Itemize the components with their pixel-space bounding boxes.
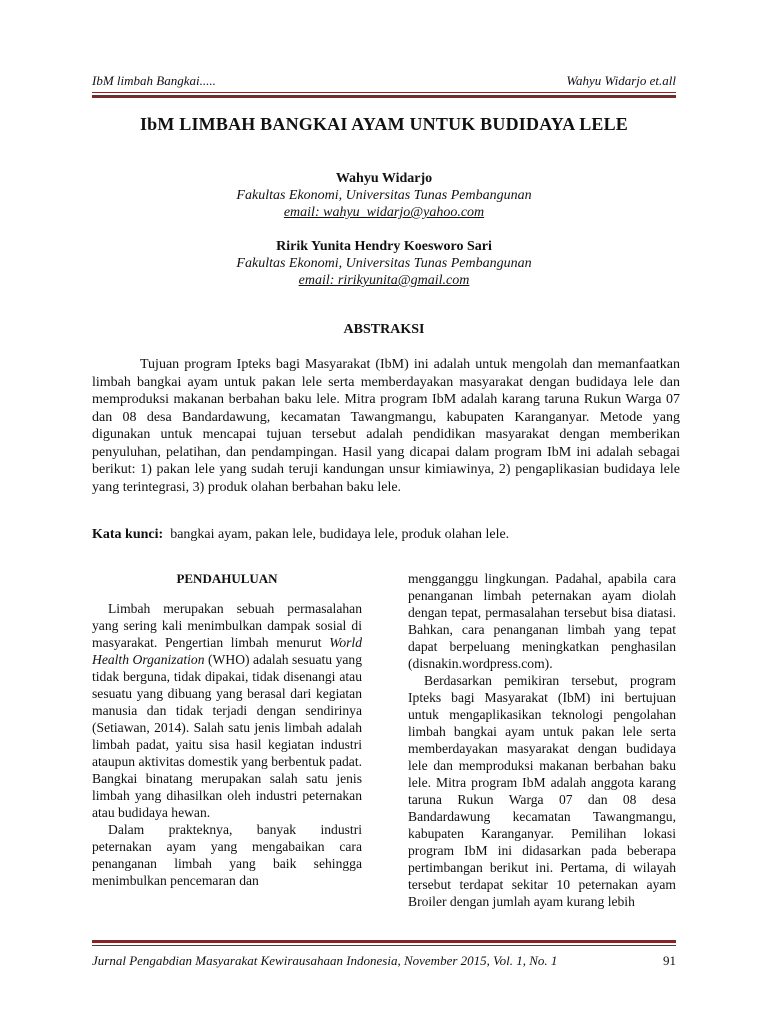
header-rule-thin: [92, 92, 676, 93]
intro-paragraph-3: mengganggu lingkungan. Padahal, apabila cara penanganan limbah peternakan ayam diolah dengan tepat, permasalahan tersebut bisa diatasi. Bahkan, cara penanganan limbah yang tepat dapat berpeluang meningkatkan penghasilan (disnakin.wordpress.com).: [408, 571, 676, 671]
author-affiliation: Fakultas Ekonomi, Universitas Tunas Pembangunan: [236, 188, 532, 203]
author-email[interactable]: email: ririkyunita@gmail.com: [298, 273, 470, 288]
footer-rule-thin: [92, 945, 676, 946]
intro-paragraph-4: Berdasarkan pemikiran tersebut, program Ipteks bagi Masyarakat (IbM) ini bertujuan untuk mengaplikasikan teknologi pengolahan limbah bangkai ayam untuk pakan lele serta memberdayakan masyarakat dengan budidaya lele dan memproduksi makanan berbahan baku lele. Mitra program IbM adalah anggota karang taruna Rukun Warga 07 dan 08 desa Bandardawung kecamatan Tawangmangu, kabupaten Karanganyar. Pemilihan lokasi program IbM ini didasarkan pada beberapa pertimbangan berikut ini. Pertama, di wilayah tersebut terdapat sekitar 10 peternakan ayam Broiler dengan jumlah ayam kurang lebih: [408, 673, 676, 909]
section-heading-pendahuluan: PENDAHULUAN: [176, 571, 278, 586]
author-email[interactable]: email: wahyu_widarjo@yahoo.com: [283, 205, 485, 220]
paper-title: IbM LIMBAH BANGKAI AYAM UNTUK BUDIDAYA LELE: [139, 114, 629, 134]
keywords-text: bangkai ayam, pakan lele, budidaya lele, produk olahan lele.: [170, 527, 510, 542]
author-block-2: [0, 238, 768, 289]
footer-rule-thick: [92, 940, 676, 943]
author-affiliation: Fakultas Ekonomi, Universitas Tunas Pembangunan: [236, 256, 532, 271]
running-header-left: IbM limbah Bangkai.....: [92, 73, 216, 88]
intro-paragraph-2: Dalam prakteknya, banyak industri peternakan ayam yang mengabaikan cara penanganan limbah yang baik sehingga menimbulkan pencemaran dan: [92, 822, 362, 888]
intro-paragraph-1: Limbah merupakan sebuah permasalahan yang sering kali menimbulkan dampak sosial di masyarakat. Pengertian limbah menurut World Health Organization (WHO) adalah sesuatu yang tidak berguna, tidak dipakai, tidak disenangi atau sesuatu yang dibuang yang berasal dari kegiatan manusia dan tidak terjadi dengan sendirinya (Setiawan, 2014). Salah satu jenis limbah adalah limbah padat, yaitu sisa hasil kegiatan industri ataupun aktivitas domestik yang berbentuk padat. Bangkai binatang merupakan salah satu jenis limbah yang dihasilkan oleh industri peternakan atau budidaya hewan.: [92, 601, 362, 820]
header-rule-thick: [92, 95, 676, 98]
body-column-left: [92, 570, 362, 889]
page-number: 91: [663, 953, 676, 968]
running-header-right: Wahyu Widarjo et.all: [566, 73, 676, 88]
author-name: Wahyu Widarjo: [335, 171, 433, 186]
journal-citation: Jurnal Pengabdian Masyarakat Kewirausahaan Indonesia, November 2015, Vol. 1, No. 1: [92, 953, 558, 968]
body-column-right: [408, 570, 676, 910]
author-name: Ririk Yunita Hendry Koesworo Sari: [276, 239, 492, 254]
abstract-text: Tujuan program Ipteks bagi Masyarakat (IbM) ini adalah untuk mengolah dan memanfaatkan limbah bangkai ayam untuk pakan lele serta memberdayakan masyarakat dengan budidaya lele dan memproduksi makanan berbahan baku lele. Mitra program IbM adalah karang taruna Rukun Warga 07 dan 08 desa Bandardawung, kecamatan Tawangmangu, kabupaten Karanganyar. Metode yang digunakan untuk mencapai tujuan tersebut adalah pendidikan masyarakat dengan memberikan penyuluhan, pelatihan, dan pendampingan. Hasil yang dicapai dalam program IbM ini adalah sebagai berikut: 1) pakan lele yang sudah teruji kandungan unsur kimiawinya, 2) pengaplikasian budidaya lele yang terintegrasi, 3) produk olahan berbahan baku lele.: [92, 357, 680, 495]
keywords-label: Kata kunci:: [92, 527, 164, 542]
keywords: [92, 526, 680, 543]
author-block-1: [0, 170, 768, 221]
abstract-heading: ABSTRAKSI: [343, 322, 425, 337]
